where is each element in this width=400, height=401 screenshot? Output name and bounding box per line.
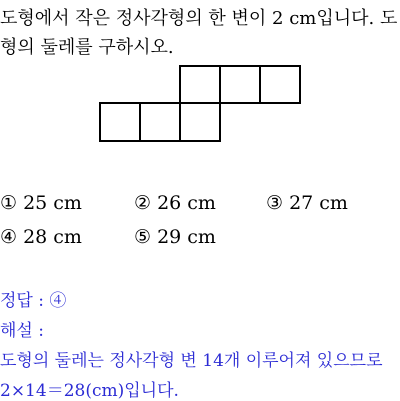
bottom-square-3 xyxy=(180,103,220,141)
choice-3[interactable]: ③ 27 cm xyxy=(266,192,348,214)
choice-1[interactable]: ① 25 cm xyxy=(0,192,82,214)
top-square-1 xyxy=(180,66,220,103)
choice-4[interactable]: ④ 28 cm xyxy=(0,226,82,248)
explanation-title: 해설 : xyxy=(0,321,44,341)
bottom-square-1 xyxy=(100,103,140,141)
question-text-line-2: 형의 둘레를 구하시오. xyxy=(0,37,174,58)
answer-text: 정답 : ④ xyxy=(0,291,67,311)
question-text-line-1: 도형에서 작은 정사각형의 한 변이 2 cm입니다. 도 xyxy=(0,8,398,29)
choice-2[interactable]: ② 26 cm xyxy=(134,192,216,214)
explanation-line-2: 2×14＝28(cm)입니다. xyxy=(0,381,179,401)
square-figure xyxy=(0,0,400,160)
choice-5[interactable]: ⑤ 29 cm xyxy=(134,226,216,248)
top-square-3 xyxy=(260,66,300,103)
top-square-2 xyxy=(220,66,260,103)
bottom-square-2 xyxy=(140,103,180,141)
explanation-line-1: 도형의 둘레는 정사각형 변 14개 이루어져 있으므로 xyxy=(0,351,383,371)
